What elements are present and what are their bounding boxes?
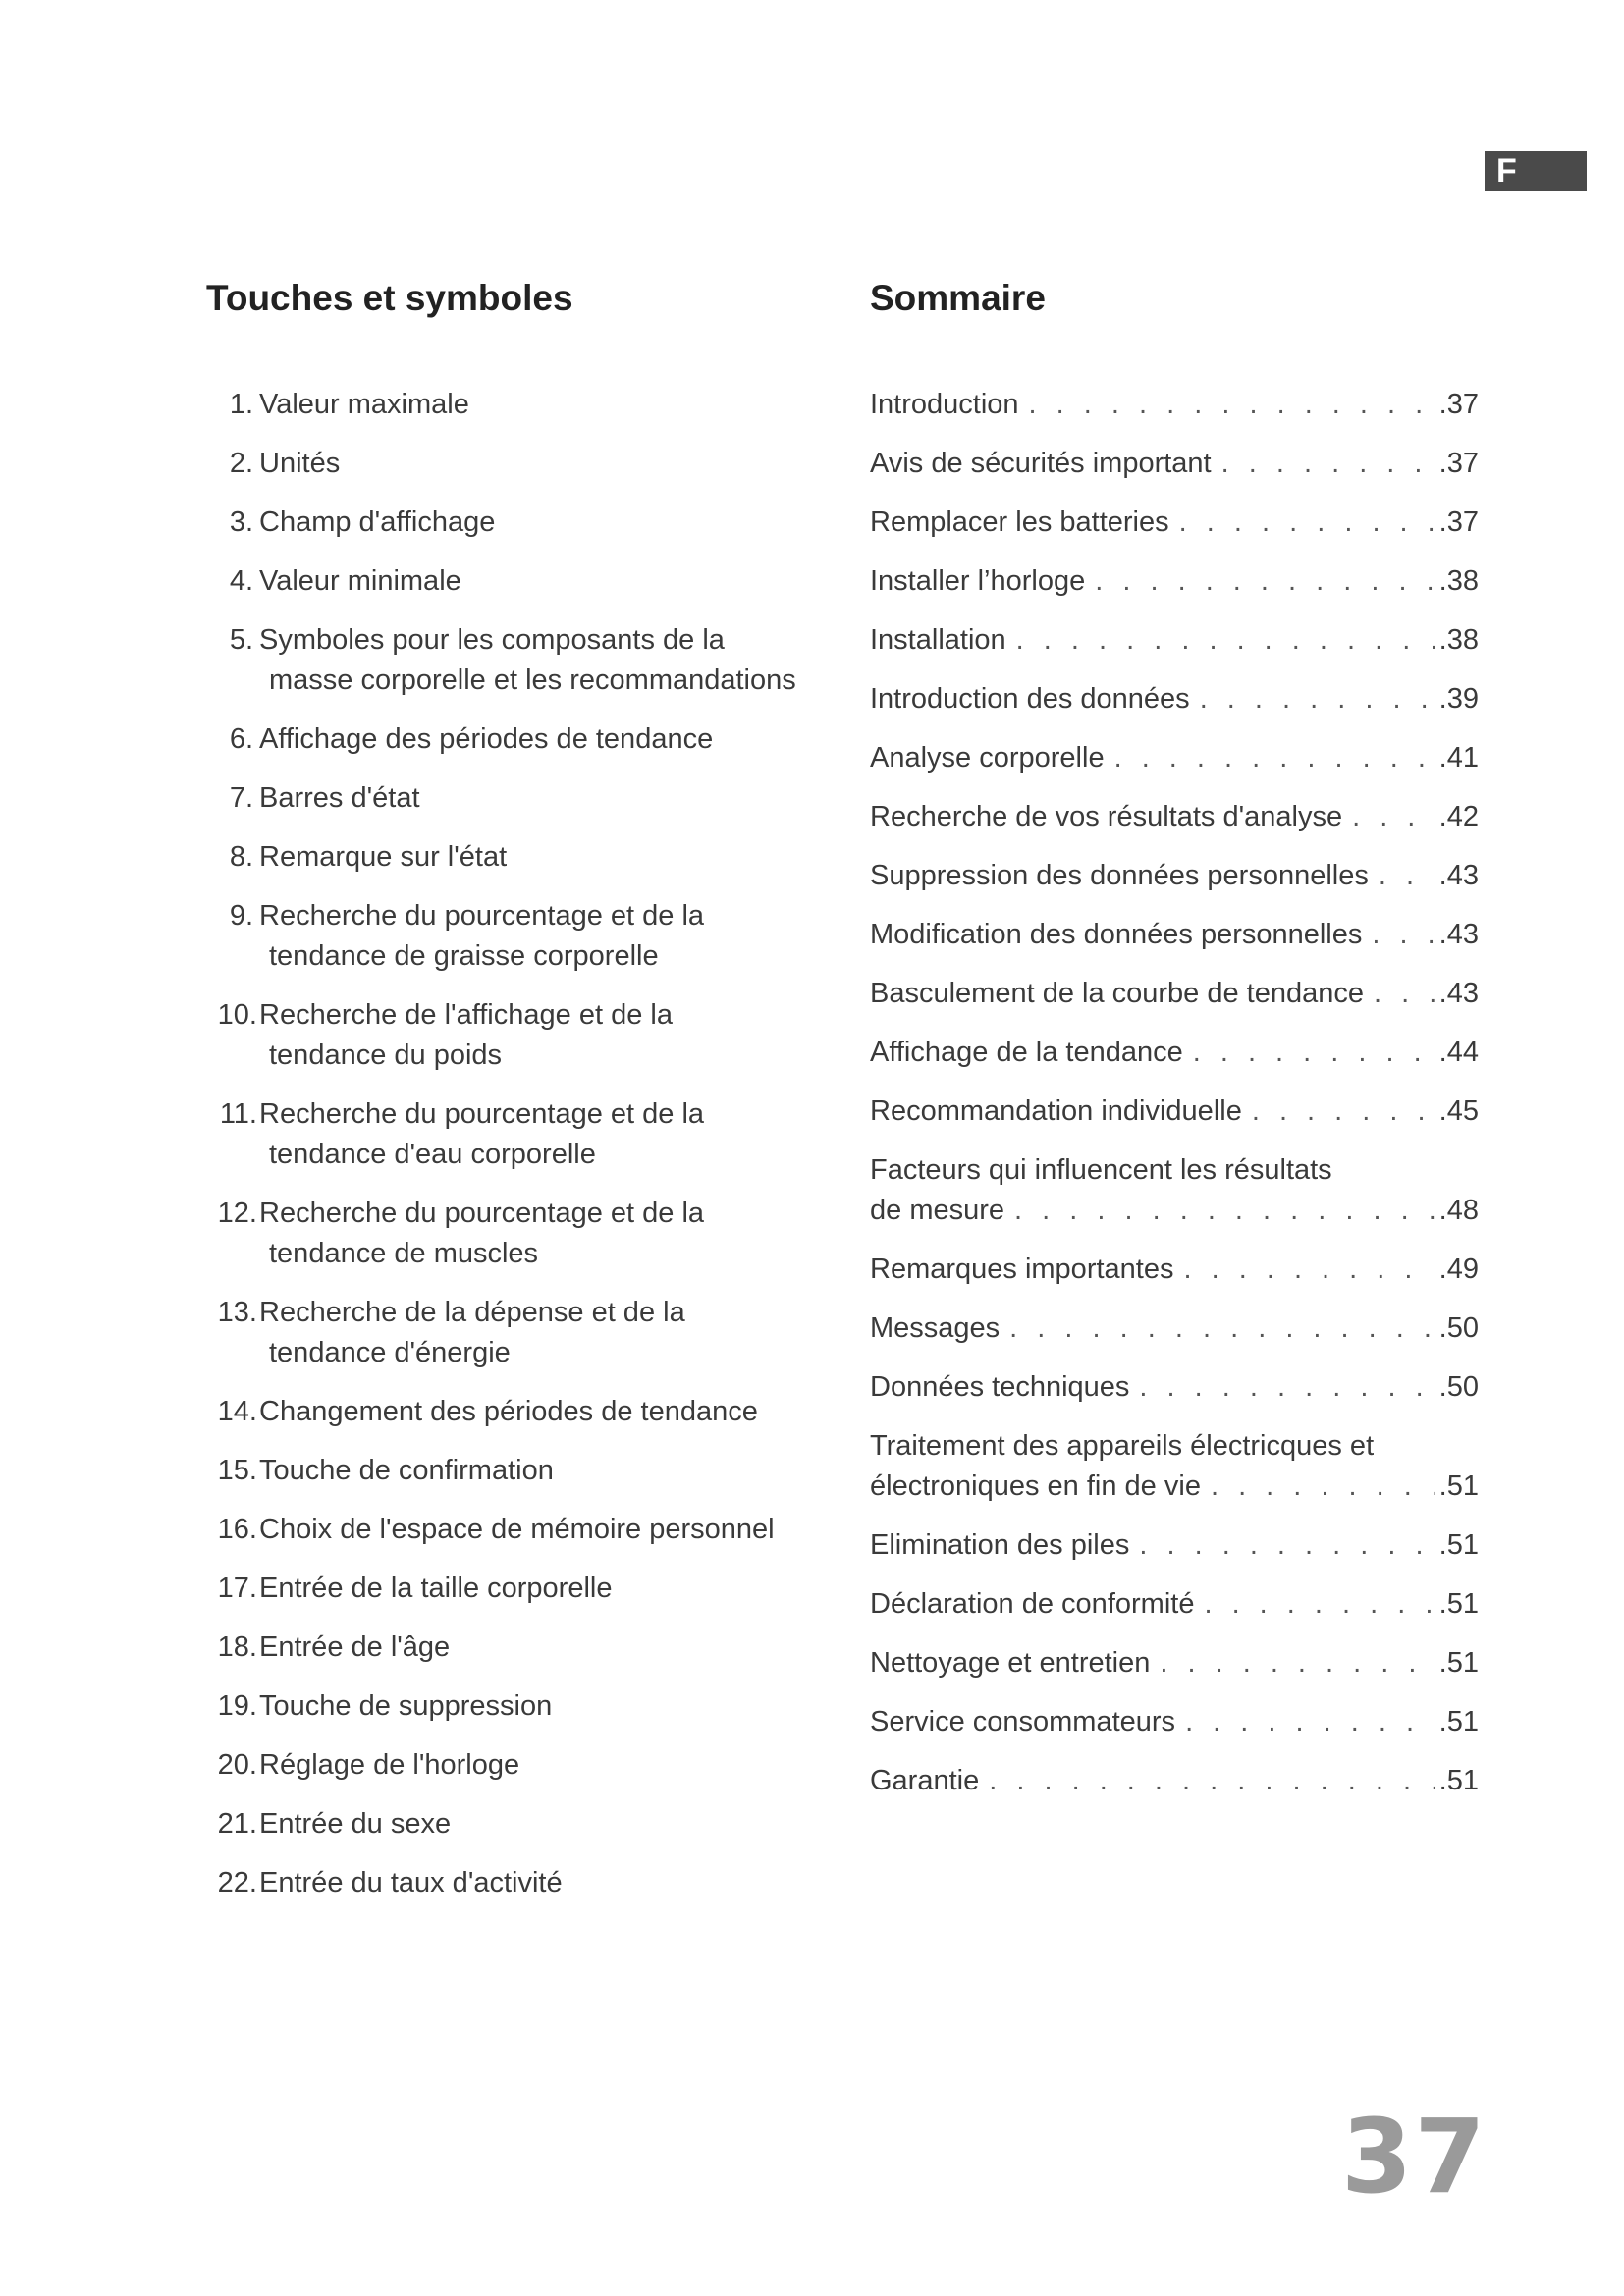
key-list-item: [206, 1392, 835, 1432]
toc-entry-label: Nettoyage et entretien: [870, 1647, 1151, 1679]
key-item-text: [206, 444, 835, 484]
key-item-label-continued: tendance d'énergie: [269, 1337, 511, 1368]
key-item-text: [206, 837, 835, 878]
toc-leader-dots: [1352, 797, 1435, 837]
key-item-label: Recherche du pourcentage et de la: [259, 900, 705, 932]
key-item-number: 8.: [229, 841, 253, 873]
toc-entry-page: .37: [1438, 389, 1479, 420]
key-item-text: [206, 1293, 835, 1373]
key-item-text: [206, 561, 835, 602]
key-list-item: [206, 837, 835, 878]
key-item-number: 4.: [229, 565, 253, 597]
key-item-text: [206, 896, 835, 977]
toc-entry: [870, 444, 1479, 484]
key-item-number: 13.: [217, 1297, 257, 1328]
toc-entry-page: .37: [1438, 448, 1479, 479]
toc-entry-page: .45: [1438, 1095, 1479, 1127]
key-item-text: [206, 995, 835, 1076]
toc-leader-dots: [1185, 1702, 1435, 1742]
toc-entry: [870, 856, 1479, 896]
key-list-item: [206, 720, 835, 760]
toc-entry-label: Suppression des données personnelles: [870, 860, 1369, 891]
key-item-number: 21.: [217, 1808, 257, 1840]
toc-entry-label: Elimination des piles: [870, 1529, 1130, 1561]
key-list-item: [206, 503, 835, 543]
toc-entry-label: Données techniques: [870, 1371, 1130, 1403]
table-of-contents-section: [870, 273, 1479, 1820]
keys-section-title: Touches et symboles: [206, 278, 573, 318]
key-item-number: 20.: [217, 1749, 257, 1781]
key-list-item: [206, 1293, 835, 1373]
toc-leader-dots: [1160, 1643, 1435, 1683]
toc-entry-page: .43: [1438, 919, 1479, 950]
toc-entry-page: .38: [1438, 624, 1479, 656]
toc-entry-label: Installer l’horloge: [870, 565, 1086, 597]
toc-entry-page: .50: [1438, 1312, 1479, 1344]
toc-leader-dots: [1139, 1367, 1435, 1408]
toc-entry: [870, 679, 1479, 720]
toc-entry: [870, 738, 1479, 778]
toc-entry-label: Analyse corporelle: [870, 742, 1105, 774]
toc-entry-page: .51: [1438, 1588, 1479, 1620]
key-item-label-continued: tendance d'eau corporelle: [269, 1139, 596, 1170]
key-item-number: 3.: [229, 507, 253, 538]
key-item-text: [206, 620, 835, 701]
toc-entry-page: .43: [1438, 978, 1479, 1009]
key-item-label: Recherche du pourcentage et de la: [259, 1098, 705, 1130]
key-item-label: Entrée du taux d'activité: [259, 1867, 563, 1898]
key-item-number: 11.: [219, 1098, 257, 1130]
toc-entry-label: Garantie: [870, 1765, 980, 1796]
key-item-label: Valeur maximale: [259, 389, 469, 420]
toc-leader-dots: [1372, 915, 1435, 955]
toc-entry-label: Remplacer les batteries: [870, 507, 1169, 538]
key-list-item: [206, 620, 835, 701]
toc-leader-dots: [1252, 1092, 1435, 1132]
toc-entry: [870, 1702, 1479, 1742]
toc-entry-label-first-line: Facteurs qui influencent les résultats: [870, 1154, 1332, 1186]
key-item-label: Valeur minimale: [259, 565, 461, 597]
toc-entry-page: .42: [1438, 801, 1479, 832]
toc-entry-page: .37: [1438, 507, 1479, 538]
toc-entry-page: .44: [1438, 1037, 1479, 1068]
toc-leader-dots: [1183, 1250, 1435, 1290]
toc-entry-page: .38: [1438, 565, 1479, 597]
language-tab: F: [1485, 151, 1587, 191]
key-item-number: 5.: [229, 624, 253, 656]
key-item-text: [206, 385, 835, 425]
key-item-label: Touche de confirmation: [259, 1455, 554, 1486]
key-item-text: [206, 1510, 835, 1550]
key-item-text: [206, 1686, 835, 1727]
toc-entry-label: Introduction des données: [870, 683, 1190, 715]
toc-leader-dots: [1009, 1308, 1435, 1349]
key-item-number: 2.: [229, 448, 253, 479]
keys-list: [206, 385, 835, 1903]
toc-leader-dots: [1221, 444, 1435, 484]
toc-entry-page: .41: [1438, 742, 1479, 774]
toc-entry: [870, 503, 1479, 543]
toc-entry-page: .50: [1438, 1371, 1479, 1403]
toc-entry: [870, 1092, 1479, 1132]
toc-entry: [870, 1426, 1479, 1507]
toc-entry: [870, 1525, 1479, 1566]
key-list-item: [206, 1194, 835, 1274]
toc-entry-page: .51: [1438, 1529, 1479, 1561]
toc-leader-dots: [1374, 974, 1435, 1014]
key-list-item: [206, 1095, 835, 1175]
toc-leader-dots: [1193, 1033, 1435, 1073]
key-item-text: [206, 1745, 835, 1786]
key-item-number: 10.: [217, 999, 257, 1031]
key-item-text: [206, 1392, 835, 1432]
toc-entry-label: Basculement de la courbe de tendance: [870, 978, 1365, 1009]
key-item-number: 18.: [217, 1631, 257, 1663]
key-list-item: [206, 561, 835, 602]
toc-entry-label: Service consommateurs: [870, 1706, 1176, 1737]
key-list-item: [206, 1569, 835, 1609]
key-item-label: Changement des périodes de tendance: [259, 1396, 758, 1427]
toc-leader-dots: [1016, 620, 1435, 661]
toc-entry: [870, 1761, 1479, 1801]
toc-entry-page: .43: [1438, 860, 1479, 891]
toc-section-title: Sommaire: [870, 278, 1046, 318]
toc-entry-label: Recherche de vos résultats d'analyse: [870, 801, 1343, 832]
key-item-text: [206, 503, 835, 543]
toc-leader-dots: [1204, 1584, 1435, 1625]
toc-entry: [870, 385, 1479, 425]
key-item-label: Symboles pour les composants de la: [259, 624, 725, 656]
toc-leader-dots: [1379, 856, 1435, 896]
toc-entry-page: .39: [1438, 683, 1479, 715]
page-number: 37: [1341, 2097, 1488, 2216]
key-item-number: 12.: [217, 1198, 257, 1229]
toc-leader-dots: [1211, 1467, 1435, 1507]
toc-entry-label: Avis de sécurités important: [870, 448, 1212, 479]
toc-entry: [870, 797, 1479, 837]
toc-entry: [870, 1308, 1479, 1349]
key-item-label: Remarque sur l'état: [259, 841, 508, 873]
toc-entry-page: .49: [1438, 1254, 1479, 1285]
toc-entry-label: Déclaration de conformité: [870, 1588, 1195, 1620]
toc-entry: [870, 1150, 1479, 1231]
key-item-label: Barres d'état: [259, 782, 420, 814]
key-item-number: 19.: [217, 1690, 257, 1722]
key-item-label: Entrée de l'âge: [259, 1631, 451, 1663]
toc-leader-dots: [1095, 561, 1435, 602]
key-list-item: [206, 778, 835, 819]
toc-entry-page: .51: [1438, 1706, 1479, 1737]
key-item-number: 6.: [229, 723, 253, 755]
key-item-label-continued: tendance de graisse corporelle: [269, 940, 659, 972]
key-list-item: [206, 1510, 835, 1550]
key-list-item: [206, 1863, 835, 1903]
toc-leader-dots: [1029, 385, 1435, 425]
toc-entry-label: Remarques importantes: [870, 1254, 1174, 1285]
key-item-text: [206, 1804, 835, 1844]
key-list-item: [206, 444, 835, 484]
key-item-text: [206, 778, 835, 819]
toc-entry-label: Messages: [870, 1312, 1001, 1344]
key-item-number: 17.: [217, 1573, 257, 1604]
toc-leader-dots: [1114, 738, 1435, 778]
key-list-item: [206, 385, 835, 425]
key-item-text: [206, 1451, 835, 1491]
key-item-number: 15.: [217, 1455, 257, 1486]
toc-entry-label-first-line: Traitement des appareils électricques et: [870, 1430, 1375, 1462]
keys-and-symbols-section: [206, 273, 835, 1922]
toc-list: [870, 385, 1479, 1801]
key-item-label: Recherche de l'affichage et de la: [259, 999, 673, 1031]
toc-entry: [870, 1250, 1479, 1290]
key-item-label: Réglage de l'horloge: [259, 1749, 520, 1781]
toc-entry: [870, 1033, 1479, 1073]
key-item-label-continued: masse corporelle et les recommandations: [269, 665, 796, 696]
toc-entry-label: Modification des données personnelles: [870, 919, 1363, 950]
key-item-label: Champ d'affichage: [259, 507, 496, 538]
toc-leader-dots: [989, 1761, 1435, 1801]
key-list-item: [206, 995, 835, 1076]
key-item-label: Affichage des périodes de tendance: [259, 723, 714, 755]
toc-entry-label: de mesure: [870, 1195, 1005, 1226]
toc-leader-dots: [1014, 1191, 1435, 1231]
toc-leader-dots: [1139, 1525, 1435, 1566]
key-list-item: [206, 1628, 835, 1668]
key-item-number: 14.: [217, 1396, 257, 1427]
toc-entry-label: Introduction: [870, 389, 1019, 420]
key-item-text: [206, 1628, 835, 1668]
key-item-label: Recherche de la dépense et de la: [259, 1297, 685, 1328]
toc-entry: [870, 1367, 1479, 1408]
key-item-label-continued: tendance de muscles: [269, 1238, 539, 1269]
key-item-label: Touche de suppression: [259, 1690, 553, 1722]
key-item-text: [206, 1863, 835, 1903]
toc-entry: [870, 620, 1479, 661]
key-item-number: 9.: [229, 900, 253, 932]
toc-entry-label: Affichage de la tendance: [870, 1037, 1183, 1068]
key-item-label: Unités: [259, 448, 341, 479]
key-item-label-continued: tendance du poids: [269, 1040, 503, 1071]
key-item-text: [206, 720, 835, 760]
toc-entry: [870, 1643, 1479, 1683]
toc-entry-page: .51: [1438, 1470, 1479, 1502]
key-item-number: 22.: [217, 1867, 257, 1898]
toc-entry: [870, 561, 1479, 602]
toc-entry-label: électroniques en fin de vie: [870, 1470, 1201, 1502]
toc-leader-dots: [1200, 679, 1435, 720]
key-item-number: 1.: [229, 389, 253, 420]
key-item-label: Recherche du pourcentage et de la: [259, 1198, 705, 1229]
toc-entry-label: Recommandation individuelle: [870, 1095, 1242, 1127]
key-list-item: [206, 896, 835, 977]
key-list-item: [206, 1686, 835, 1727]
key-item-label: Entrée du sexe: [259, 1808, 452, 1840]
key-item-number: 7.: [229, 782, 253, 814]
toc-entry: [870, 1584, 1479, 1625]
key-item-label: Choix de l'espace de mémoire personnel: [259, 1514, 775, 1545]
toc-entry: [870, 915, 1479, 955]
key-item-text: [206, 1095, 835, 1175]
key-list-item: [206, 1804, 835, 1844]
key-item-label: Entrée de la taille corporelle: [259, 1573, 613, 1604]
toc-entry-page: .51: [1438, 1765, 1479, 1796]
toc-entry-page: .48: [1438, 1195, 1479, 1226]
toc-entry: [870, 974, 1479, 1014]
key-item-text: [206, 1194, 835, 1274]
toc-leader-dots: [1179, 503, 1435, 543]
key-item-number: 16.: [217, 1514, 257, 1545]
key-list-item: [206, 1745, 835, 1786]
toc-entry-page: .51: [1438, 1647, 1479, 1679]
key-list-item: [206, 1451, 835, 1491]
toc-entry-label: Installation: [870, 624, 1006, 656]
key-item-text: [206, 1569, 835, 1609]
